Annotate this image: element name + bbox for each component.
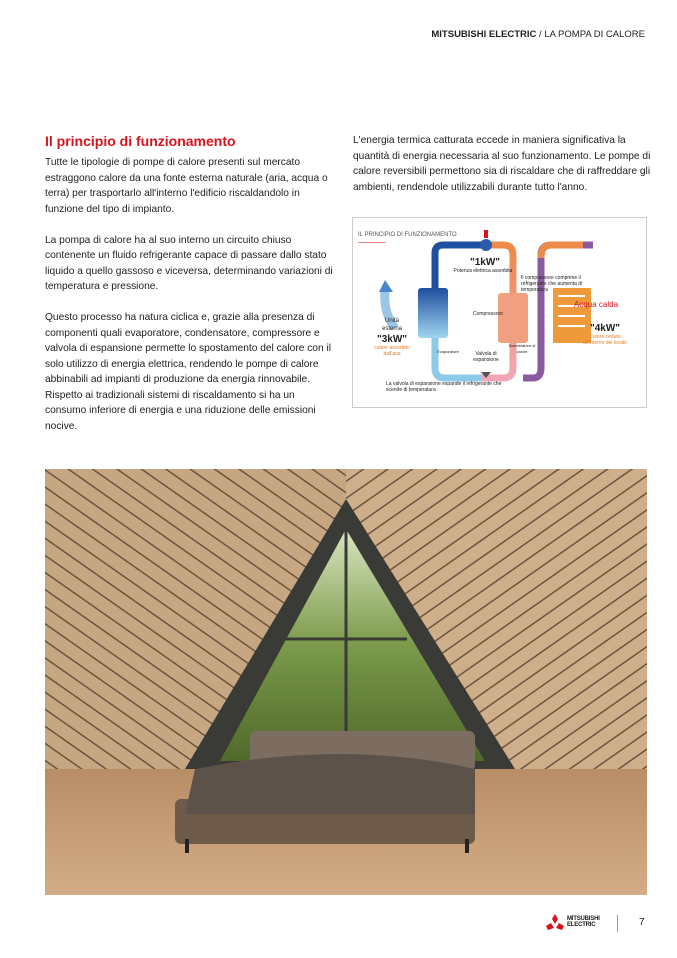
compressor-label: Compressore	[472, 311, 503, 317]
valve-note: La valvola di espansione espande il refrigerante che scende di temperatura	[386, 381, 502, 393]
exchanger-block	[498, 293, 528, 343]
paragraph: Tutte le tipologie di pompe di calore presenti sul mercato estraggono calore da una fonte esterna naturale (aria, acqua o terra) per trasportarlo all'interno l'edificio riscaldandolo in funzione del tipo di impianto.	[45, 157, 328, 215]
exchanger-label: Scambiatore di calore	[508, 343, 536, 354]
photo-illustration	[45, 469, 647, 895]
header-section: / LA POMPA DI CALORE	[536, 29, 645, 40]
unit-label: Unità esterna	[381, 318, 402, 332]
page-title: Il principio di funzionamento	[45, 133, 236, 149]
air-label: calore assorbito dall'aria	[374, 345, 410, 357]
logo-text-2: ELECTRIC	[567, 922, 596, 928]
page-number: 7	[639, 917, 645, 928]
diagram-title: IL PRINCIPIO DI FUNZIONAMENTO	[358, 232, 457, 238]
heat-pump-diagram	[352, 217, 647, 408]
attic-bedroom-photo	[45, 469, 647, 895]
power-value: "1kW"	[469, 257, 501, 268]
power-label: Potenza elettrica assorbita	[453, 268, 513, 274]
logo-text-1: MITSUBISHI	[567, 916, 600, 922]
room-value: "4kW"	[589, 323, 621, 334]
paragraph: Questo processo ha natura ciclica e, grazie alla presenza di componenti quali evaporatore, condensatore, compressore e valvola di espansione permette lo spostamento del calore con il solo utilizzo di energia elettrica, rendendo le pompe di calore abbinabili ad impianti di produzione da energia rinnovabile. Rispetto ai tradizionali sistemi di riscaldamento si ha un consumo inferiore di energia e una riduzione delle emissioni nocive.	[45, 312, 331, 432]
left-column	[45, 155, 335, 450]
right-column	[353, 133, 653, 211]
power-arrow-icon	[484, 230, 488, 238]
compressor-icon	[480, 239, 492, 251]
evaporator-block	[418, 288, 448, 338]
footer-divider	[617, 915, 618, 932]
air-value: "3kW"	[376, 334, 408, 345]
mitsubishi-logo	[546, 914, 600, 930]
evaporator-label: Evaporatore	[437, 349, 459, 354]
running-header	[431, 29, 645, 40]
valve-label: Valvola di espansione	[473, 351, 499, 363]
room-label: Calore ceduto all'interno del locale	[583, 334, 627, 346]
paragraph: L'energia termica catturata eccede in maniera significativa la quantità di energia necessaria al suo funzionamento. Le pompe di calore reversibili permettono sia di riscaldare che di raffreddare gli ambienti, rendendole utilizzabili durante tutto l'anno.	[353, 135, 651, 193]
three-diamonds-icon	[546, 914, 564, 930]
hot-water-label: Acqua calda	[573, 300, 619, 309]
header-brand: MITSUBISHI ELECTRIC	[431, 29, 537, 40]
paragraph: La pompa di calore ha al suo interno un circuito chiuso contenente un fluido refrigerante capace di passare dallo stato liquido a quello gassoso e viceversa, determinando variazioni di temperatura e pressione.	[45, 234, 333, 292]
compressor-note: Il compressore comprime il refrigerante che aumenta di temperatura	[521, 275, 583, 293]
